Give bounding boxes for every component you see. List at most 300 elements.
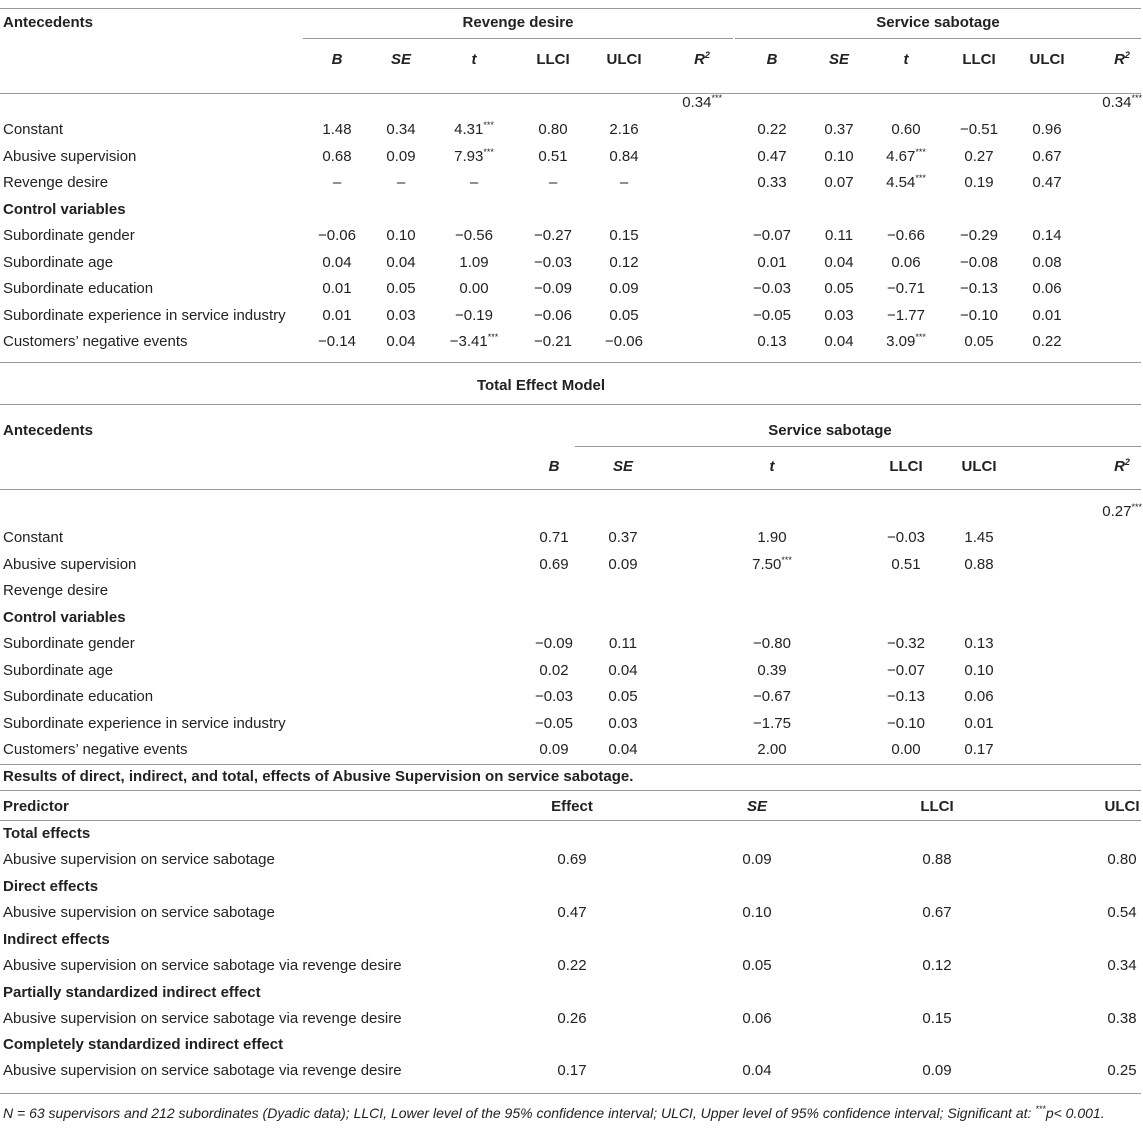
table1-cell <box>960 121 998 139</box>
table1-cell <box>386 227 415 245</box>
table3-cell <box>922 851 951 869</box>
cell-value: −0.03 <box>535 688 573 705</box>
cell-value: −0.13 <box>887 688 925 705</box>
cell-value: 0.11 <box>824 227 854 244</box>
cell-value: 0.10 <box>742 904 772 921</box>
table2-r2-value <box>1102 503 1142 521</box>
table3-row-label: Abusive supervision on service sabotage <box>3 904 275 921</box>
table2-row-label: Revenge desire <box>3 582 109 599</box>
table1-row-label: Subordinate age <box>3 254 114 271</box>
table2-col-header-ulci: ULCI <box>961 458 997 475</box>
table3-cell <box>557 904 586 922</box>
table3-row-label: Abusive supervision on service sabotage <box>3 851 275 868</box>
table1-col-header-ulci-sabotage: ULCI <box>1029 51 1065 68</box>
table1-col-header-ulci-revenge: ULCI <box>606 51 642 68</box>
table1-cell <box>757 254 786 272</box>
cell-value: 2.00 <box>757 741 787 758</box>
table1-cell <box>757 148 786 166</box>
table2-cell <box>757 529 786 547</box>
table2-cell <box>535 635 573 653</box>
table1-cell <box>322 121 351 139</box>
table2-cell <box>757 662 786 680</box>
table2-cell <box>609 635 637 653</box>
cell-value: 0.84 <box>609 148 639 165</box>
cell-value: 0.06 <box>742 1010 772 1027</box>
table1-cell <box>964 148 993 166</box>
cell-value: 4.54 <box>886 174 916 191</box>
table2-cell <box>891 556 920 574</box>
table2-col-header-t: t <box>769 458 775 475</box>
table1-cell <box>386 307 415 325</box>
cell-value: −0.80 <box>753 635 791 652</box>
table1-cell <box>609 307 638 325</box>
table1-cell <box>887 307 925 325</box>
cell-value: 0.26 <box>557 1010 587 1027</box>
table2-cell <box>757 741 786 759</box>
cell-value: 0.03 <box>386 307 416 324</box>
cell-value: 7.93 <box>454 148 484 165</box>
cell-value: −0.19 <box>455 307 493 324</box>
table1-cell <box>455 307 493 325</box>
significance-marker: *** <box>781 555 792 565</box>
table3-cell <box>922 957 951 975</box>
cell-value: −0.07 <box>753 227 791 244</box>
cell-value: 0.10 <box>824 148 854 165</box>
cell-value: 0.69 <box>557 851 587 868</box>
table1-cell <box>538 121 567 139</box>
table3-cell <box>742 1062 771 1080</box>
significance-marker: *** <box>711 93 722 103</box>
cell-value: 0.01 <box>322 280 352 297</box>
table1-cell <box>455 227 493 245</box>
revenge-group-rule <box>303 38 733 39</box>
cell-value: 0.09 <box>539 741 569 758</box>
table1-cell <box>960 227 998 245</box>
table2-header-rule <box>0 489 1141 490</box>
table1-cell <box>397 174 405 192</box>
table2-cell <box>752 556 792 574</box>
group-header-revenge-desire: Revenge desire <box>462 14 574 31</box>
cell-value: 0.22 <box>757 121 787 138</box>
table2-section-heading: Control variables <box>3 609 126 626</box>
cell-value: 0.47 <box>1032 174 1062 191</box>
table1-cell <box>757 121 786 139</box>
table1-bottom-rule <box>0 362 1141 363</box>
table1-row-label: Subordinate experience in service industry <box>3 307 286 324</box>
table1-cell <box>386 333 415 351</box>
table2-row-label: Subordinate gender <box>3 635 135 652</box>
table1-cell <box>960 307 998 325</box>
cell-value: 0.34 <box>1102 94 1132 111</box>
table2-row-label: Subordinate education <box>3 688 154 705</box>
table2-cell <box>887 715 925 733</box>
cell-value: 0.51 <box>538 148 568 165</box>
table1-cell <box>887 227 925 245</box>
table2-cell <box>608 529 637 547</box>
cell-value: 4.31 <box>454 121 484 138</box>
cell-value: 0.10 <box>964 662 994 679</box>
table2-row-label: Constant <box>3 529 64 546</box>
table2-cell <box>608 741 637 759</box>
table1-cell <box>549 174 557 192</box>
table3-col-header-llci: LLCI <box>920 798 954 815</box>
r2-superscript: 2 <box>1124 50 1130 60</box>
table1-cell <box>333 174 341 192</box>
table2-col-header-se: SE <box>612 458 634 475</box>
table3-header-rule <box>0 820 1141 821</box>
cell-value: 4.67 <box>886 148 916 165</box>
table1-cell <box>534 280 572 298</box>
cell-value: 0.04 <box>322 254 352 271</box>
table1-cell <box>620 174 628 192</box>
table3-cell <box>922 1062 951 1080</box>
table1-cell <box>886 333 926 351</box>
table1-cell <box>609 280 638 298</box>
table3-cell <box>922 1010 951 1028</box>
table1-cell <box>609 148 638 166</box>
cell-value: 0.00 <box>891 741 921 758</box>
cell-value: – <box>332 174 342 191</box>
table3-title-rule <box>0 790 1141 791</box>
table1-cell <box>753 227 791 245</box>
cell-value: 0.71 <box>539 529 569 546</box>
cell-value: 0.09 <box>608 556 638 573</box>
cell-value: 0.05 <box>964 333 994 350</box>
table3-col-header-effect: Effect <box>551 798 593 815</box>
cell-value: −0.05 <box>753 307 791 324</box>
cell-value: 0.19 <box>964 174 994 191</box>
table3-section-heading: Partially standardized indirect effect <box>3 984 261 1001</box>
table2-col-header-b: B <box>548 458 560 475</box>
table3-row-label: Abusive supervision on service sabotage via revenge desire <box>3 1010 402 1027</box>
cell-value: – <box>469 174 479 191</box>
table1-cell <box>757 174 786 192</box>
table2-cell <box>887 662 925 680</box>
cell-value: −0.06 <box>318 227 356 244</box>
cell-value: 0.05 <box>824 280 854 297</box>
cell-value: 0.01 <box>1032 307 1062 324</box>
cell-value: −0.66 <box>887 227 925 244</box>
table1-cell <box>824 254 853 272</box>
cell-value: 0.37 <box>608 529 638 546</box>
cell-value: 0.27 <box>964 148 994 165</box>
table1-cell <box>459 280 488 298</box>
table3-section-heading: Direct effects <box>3 878 99 895</box>
table2-row-label: Abusive supervision <box>3 556 137 573</box>
table2-row-label: Subordinate age <box>3 662 114 679</box>
table2-cell <box>887 688 925 706</box>
cell-value: −1.77 <box>887 307 925 324</box>
table3-cell <box>1107 904 1136 922</box>
table2-cell <box>753 688 791 706</box>
cell-value: 0.54 <box>1107 904 1137 921</box>
table2-col-header-llci: LLCI <box>889 458 923 475</box>
table2-cell <box>964 635 993 653</box>
table1-cell <box>1032 227 1061 245</box>
table3-cell <box>557 1010 586 1028</box>
table1-cell <box>386 254 415 272</box>
table2-antecedents-header: Antecedents <box>3 422 94 439</box>
table1-cell <box>1032 333 1061 351</box>
table1-cell <box>609 254 638 272</box>
table1-col-header-r-revenge: $R^2$ <box>694 50 710 68</box>
cell-value: – <box>548 174 558 191</box>
table1-cell <box>886 174 926 192</box>
cell-value: 0.11 <box>608 635 638 652</box>
cell-value: 0.17 <box>964 741 994 758</box>
table1-cell <box>470 174 478 192</box>
table1-col-header-se-revenge: SE <box>390 51 412 68</box>
table1-cell <box>1032 148 1061 166</box>
r2-superscript: 2 <box>1124 457 1130 467</box>
table1-col-header-llci-sabotage: LLCI <box>962 51 996 68</box>
table3-cell <box>1107 1010 1136 1028</box>
cell-value: 0.04 <box>386 254 416 271</box>
table2-cell <box>964 662 993 680</box>
cell-value: 1.09 <box>459 254 489 271</box>
cell-value: −0.07 <box>887 662 925 679</box>
cell-value: −0.08 <box>960 254 998 271</box>
table3-top-rule <box>0 764 1141 765</box>
cell-value: 0.12 <box>922 957 952 974</box>
cell-value: 0.13 <box>757 333 787 350</box>
cell-value: 0.60 <box>891 121 921 138</box>
table1-cell <box>459 254 488 272</box>
table3-section-heading: Total effects <box>3 825 91 842</box>
significance-marker: *** <box>483 120 494 130</box>
table2-cell <box>964 715 993 733</box>
cell-value: 0.15 <box>922 1010 952 1027</box>
cell-value: −0.10 <box>960 307 998 324</box>
cell-value: −0.10 <box>887 715 925 732</box>
cell-value: 0.09 <box>922 1062 952 1079</box>
table3-cell <box>557 851 586 869</box>
cell-value: 0.37 <box>824 121 854 138</box>
cell-value: 0.27 <box>1102 503 1132 520</box>
table1-cell <box>891 121 920 139</box>
table2-group-rule <box>575 446 1141 447</box>
table1-row-label: Subordinate education <box>3 280 154 297</box>
table1-cell <box>1032 121 1061 139</box>
sabotage-group-rule <box>735 38 1141 39</box>
table1-r2-revenge <box>682 94 722 112</box>
table2-cell <box>539 741 568 759</box>
table3-cell <box>742 957 771 975</box>
cell-value: 0.04 <box>608 741 638 758</box>
table2-top-rule <box>0 404 1141 405</box>
cell-value: 0.03 <box>608 715 638 732</box>
cell-value: −0.71 <box>887 280 925 297</box>
table3-cell <box>922 904 951 922</box>
table3-cell <box>557 1062 586 1080</box>
table3-row-label: Abusive supervision on service sabotage via revenge desire <box>3 957 402 974</box>
cell-value: 0.02 <box>539 662 569 679</box>
cell-value: 0.01 <box>757 254 787 271</box>
table2-cell <box>539 662 568 680</box>
table2-cell <box>753 715 791 733</box>
table1-cell <box>322 148 351 166</box>
cell-value: 0.04 <box>742 1062 772 1079</box>
table1-col-header-b-revenge: B <box>331 51 343 68</box>
cell-value: 0.07 <box>824 174 854 191</box>
table2-cell <box>964 741 993 759</box>
table1-cell <box>1032 307 1061 325</box>
cell-value: 0.14 <box>1032 227 1062 244</box>
cell-value: 0.17 <box>557 1062 587 1079</box>
cell-value: – <box>619 174 629 191</box>
table1-col-header-t-revenge: t <box>471 51 477 68</box>
table1-cell <box>605 333 643 351</box>
table1-cell <box>824 333 853 351</box>
table1-col-header-b-sabotage: B <box>766 51 778 68</box>
cell-value: 0.34 <box>1107 957 1137 974</box>
cell-value: 0.05 <box>609 307 639 324</box>
cell-value: 0.06 <box>964 688 994 705</box>
table2-cell <box>964 556 993 574</box>
table1-col-header-t-sabotage: t <box>903 51 909 68</box>
table3-section-heading: Indirect effects <box>3 931 110 948</box>
table2-cell <box>887 635 925 653</box>
table2-cell <box>535 688 573 706</box>
footnote-tail: p< 0.001. <box>1045 1105 1105 1121</box>
cell-value: 0.22 <box>557 957 587 974</box>
table3-col-header-ulci: ULCI <box>1104 798 1140 815</box>
cell-value: −0.09 <box>535 635 573 652</box>
table1-cell <box>318 333 356 351</box>
cell-value: 1.90 <box>757 529 787 546</box>
cell-value: −0.21 <box>534 333 572 350</box>
table1-cell <box>753 307 791 325</box>
cell-value: 0.22 <box>1032 333 1062 350</box>
footnote-significance-marker: *** <box>1035 1104 1046 1114</box>
table3-section-heading: Completely standardized indirect effect <box>3 1036 284 1053</box>
cell-value: −0.09 <box>534 280 572 297</box>
cell-value: −0.14 <box>318 333 356 350</box>
table2-col-header-r: $R^2$ <box>1114 457 1130 475</box>
table1-cell <box>386 121 415 139</box>
cell-value: 0.01 <box>322 307 352 324</box>
table2-cell <box>887 529 925 547</box>
cell-value: 0.05 <box>608 688 638 705</box>
cell-value: 0.06 <box>891 254 921 271</box>
cell-value: −0.56 <box>455 227 493 244</box>
cell-value: −0.13 <box>960 280 998 297</box>
cell-value: 0.09 <box>609 280 639 297</box>
table1-cell <box>534 307 572 325</box>
cell-value: −0.06 <box>534 307 572 324</box>
table1-cell <box>1032 254 1061 272</box>
table1-cell <box>454 148 494 166</box>
table1-cell <box>1032 280 1061 298</box>
table1-row-label: Constant <box>3 121 64 138</box>
table1-cell <box>824 307 853 325</box>
cell-value: 0.25 <box>1107 1062 1137 1079</box>
r2-superscript: 2 <box>704 50 710 60</box>
table2-row-label: Subordinate experience in service industry <box>3 715 286 732</box>
table3-row-label: Abusive supervision on service sabotage via revenge desire <box>3 1062 402 1079</box>
cell-value: 0.08 <box>1032 254 1062 271</box>
table3-cell <box>742 1010 771 1028</box>
cell-value: 0.15 <box>609 227 639 244</box>
cell-value: 0.00 <box>459 280 489 297</box>
table1-cell <box>886 148 926 166</box>
table2-cell <box>753 635 791 653</box>
cell-value: 0.67 <box>1032 148 1062 165</box>
table1-cell <box>964 174 993 192</box>
table3-cell <box>1107 957 1136 975</box>
table1-cell <box>891 254 920 272</box>
cell-value: 0.80 <box>1107 851 1137 868</box>
cell-value: 0.04 <box>824 254 854 271</box>
significance-marker: *** <box>915 173 926 183</box>
table1-cell <box>824 148 853 166</box>
table2-cell <box>964 529 993 547</box>
table2-cell <box>608 715 637 733</box>
table1-cell <box>450 333 498 351</box>
cell-value: 3.09 <box>886 333 916 350</box>
cell-value: 0.39 <box>757 662 787 679</box>
cell-value: 0.05 <box>386 280 416 297</box>
table1-row-label: Revenge desire <box>3 174 109 191</box>
table2-cell <box>535 715 573 733</box>
significance-marker: *** <box>915 147 926 157</box>
significance-marker: *** <box>1131 502 1142 512</box>
table1-col-header-llci-revenge: LLCI <box>536 51 570 68</box>
table1-cell <box>824 121 853 139</box>
cell-value: 0.68 <box>322 148 352 165</box>
cell-value: 0.34 <box>682 94 712 111</box>
table1-cell <box>322 280 351 298</box>
table2-cell <box>891 741 920 759</box>
cell-value: 0.88 <box>922 851 952 868</box>
table1-row-label: Subordinate gender <box>3 227 135 244</box>
table2-row-label: Customers’ negative events <box>3 741 188 758</box>
cell-value: −0.06 <box>605 333 643 350</box>
cell-value: 0.01 <box>964 715 994 732</box>
table3-col-header-predictor: Predictor <box>3 798 69 815</box>
footnote-text: N = 63 supervisors and 212 subordinates (Dyadic data); LLCI, Lower level of the 95% confidence interval; ULCI, Upper level of 95% confidence interval; Significant at: <box>3 1105 1036 1121</box>
table1-cell <box>825 227 853 245</box>
cell-value: 0.47 <box>757 148 787 165</box>
table1-cell <box>322 254 351 272</box>
table1-cell <box>609 121 638 139</box>
table1-cell <box>824 174 853 192</box>
table3-col-header-se: SE <box>746 798 768 815</box>
significance-marker: *** <box>483 147 494 157</box>
table1-section-heading: Control variables <box>3 201 126 218</box>
table1-row-label: Customers’ negative events <box>3 333 188 350</box>
cell-value: 0.04 <box>824 333 854 350</box>
significance-marker: *** <box>487 332 499 342</box>
table3-cell <box>1107 851 1136 869</box>
table1-cell <box>454 121 494 139</box>
cell-value: 7.50 <box>752 556 782 573</box>
cell-value: 0.38 <box>1107 1010 1137 1027</box>
table1-cell <box>753 280 791 298</box>
cell-value: −0.03 <box>887 529 925 546</box>
table3-cell <box>742 904 771 922</box>
table1-cell <box>960 254 998 272</box>
table2-group-header-service-sabotage: Service sabotage <box>768 422 892 439</box>
cell-value: 0.13 <box>964 635 994 652</box>
group-header-service-sabotage: Service sabotage <box>876 14 1000 31</box>
table1-col-header-se-sabotage: SE <box>828 51 850 68</box>
cell-value: 0.04 <box>386 333 416 350</box>
table1-cell <box>534 254 572 272</box>
cell-value: 0.96 <box>1032 121 1062 138</box>
cell-value: −0.05 <box>535 715 573 732</box>
table1-cell <box>534 333 572 351</box>
